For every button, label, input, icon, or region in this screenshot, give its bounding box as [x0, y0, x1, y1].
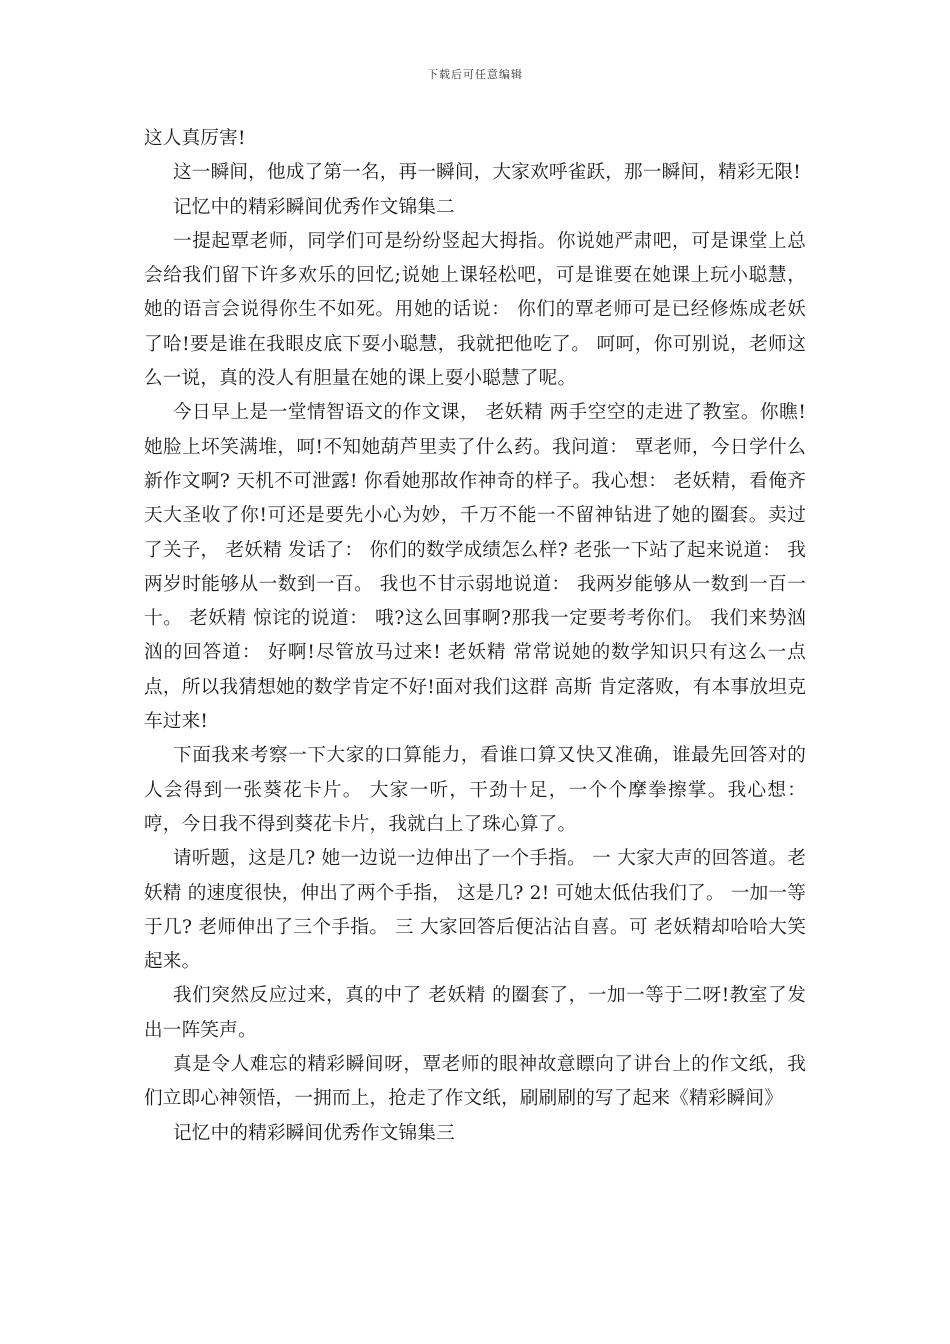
paragraph: 这一瞬间，他成了第一名，再一瞬间，大家欢呼雀跃，那一瞬间，精彩无限!	[173, 162, 801, 184]
document-body	[144, 122, 806, 1151]
paragraph: 请听题，这是几? 她一边说一边伸出了一个手指。 一 大家大声的回答道。老妖精 的速度很快，伸出了两个手指， 这是几? 2! 可她太低估我们了。 一加一等于几? 老师伸出了三个手指。 三 大家回答后便沾沾自喜。可 老妖精却哈哈大笑起来。	[144, 848, 806, 973]
paragraph: 这人真厉害!	[144, 128, 246, 149]
paragraph: 一提起覃老师，同学们可是纷纷竖起大拇指。你说她严肃吧，可是课堂上总会给我们留下许多欢乐的回忆;说她上课轻松吧，可是谁要在她课上玩小聪慧，她的语言会说得你生不如死。用她的话说： 你们的覃老师可是已经修炼成老妖了哈!要是谁在我眼皮底下耍小聪慧，我就把他吃了。 呵呵，你可别说，老师这么一说，真的没人有胆量在她的课上耍小聪慧了呢。	[144, 230, 806, 390]
paragraph: 下面我来考察一下大家的口算能力，看谁口算又快又准确，谁最先回答对的人会得到一张葵花卡片。 大家一听，干劲十足，一个个摩拳擦掌。我心想：哼，今日我不得到葵花卡片，我就白上了珠心算了。	[144, 745, 806, 835]
paragraph: 我们突然反应过来，真的中了 老妖精 的圈套了，一加一等于二呀!教室了发出一阵笑声。	[144, 985, 806, 1041]
section-heading: 记忆中的精彩瞬间优秀作文锦集三	[173, 1122, 455, 1144]
page-header-note: 下载后可任意编辑	[427, 68, 523, 81]
paragraph: 今日早上是一堂情智语文的作文课， 老妖精 两手空空的走进了教室。你瞧!她脸上坏笑满堆，呵!不知她葫芦里卖了什么药。我问道： 覃老师，今日学什么新作文啊? 天机不可泄露! 你看她那故作神奇的样子。我心想： 老妖精，看俺齐天大圣收了你!可还是要先小心为妙，千万不能一不留神钻进了她的圈套。卖过了关子， 老妖精 发话了： 你们的数学成绩怎么样? 老张一下站了起来说道： 我两岁时能够从一数到一百。 我也不甘示弱地说道： 我两岁能够从一数到一百一十。 老妖精 惊诧的说道： 哦?这么回事啊?那我一定要考考你们。 我们来势汹汹的回答道： 好啊!尽管放马过来! 老妖精 常常说她的数学知识只有这么一点点，所以我猜想她的数学肯定不好!面对我们这群 高斯 肯定落败，有本事放坦克车过来!	[144, 402, 806, 733]
section-heading: 记忆中的精彩瞬间优秀作文锦集二	[173, 196, 455, 218]
paragraph: 真是令人难忘的精彩瞬间呀，覃老师的眼神故意瞟向了讲台上的作文纸，我们立即心神领悟，一拥而上，抢走了作文纸，刷刷刷的写了起来《精彩瞬间》	[144, 1054, 806, 1110]
